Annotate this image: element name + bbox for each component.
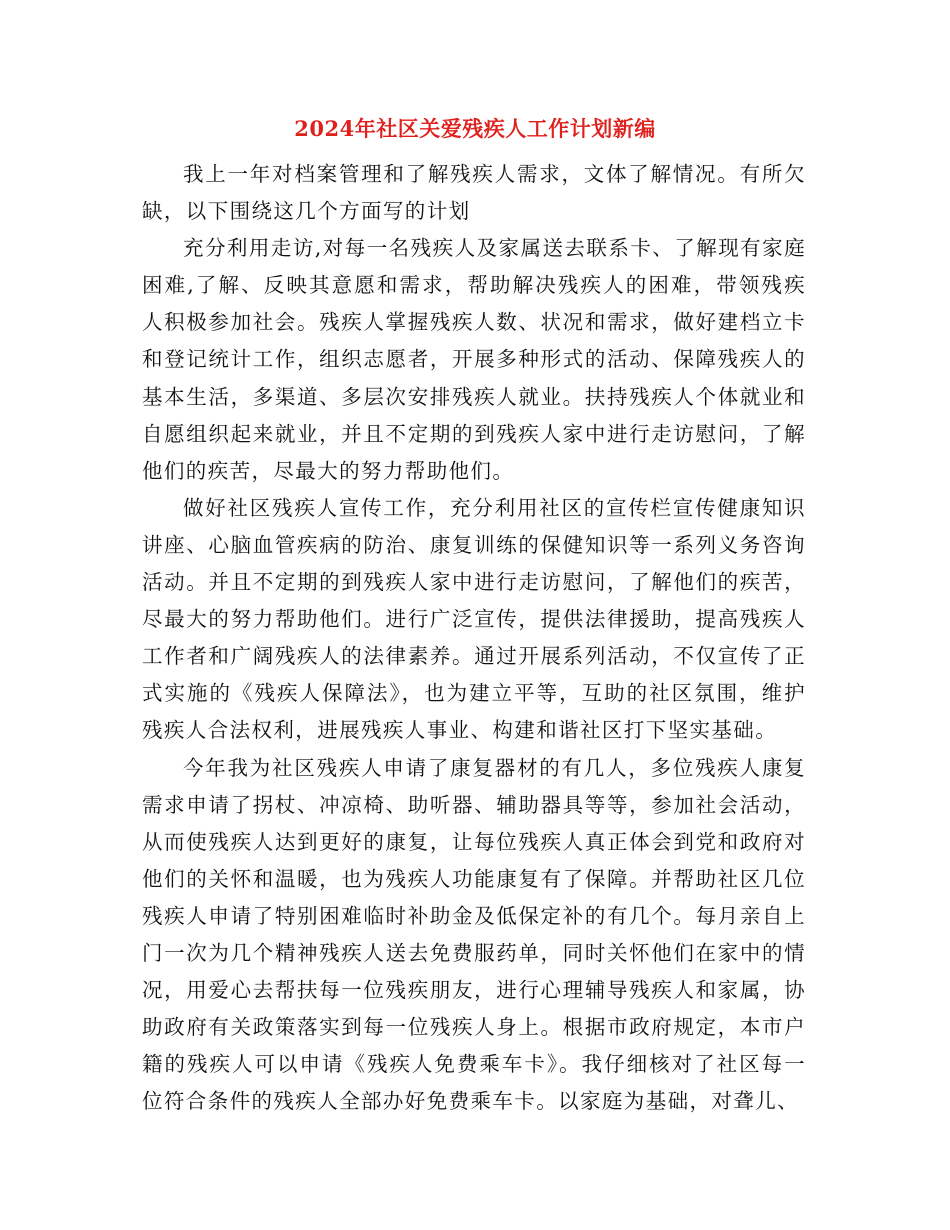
- document-body: [142, 156, 806, 1120]
- paragraph-4: 今年我为社区残疾人申请了康复器材的有几人，多位残疾人康复需求申请了拐杖、冲凉椅、助听器、辅助器具等等，参加社会活动，从而使残疾人达到更好的康复，让每位残疾人真正体会到党和政府对他们的关怀和温暖，也为残疾人功能康复有了保障。并帮助社区几位残疾人申请了特别困难临时补助金及低保定补的有几个。每月亲自上门一次为几个精神残疾人送去免费服药单，同时关怀他们在家中的情况，用爱心去帮扶每一位残疾朋友，进行心理辅导残疾人和家属，协助政府有关政策落实到每一位残疾人身上。根据市政府规定，本市户籍的残疾人可以申请《残疾人免费乘车卡》。我仔细核对了社区每一位符合条件的残疾人全部办好免费乘车卡。以家庭为基础，对聋儿、: [142, 755, 806, 1114]
- paragraph-3: 做好社区残疾人宣传工作，充分利用社区的宣传栏宣传健康知识讲座、心脑血管疾病的防治、康复训练的保健知识等一系列义务咨询活动。并且不定期的到残疾人家中进行走访慰问，了解他们的疾苦，尽最大的努力帮助他们。进行广泛宣传，提供法律援助，提高残疾人工作者和广阔残疾人的法律素养。通过开展系列活动，不仅宣传了正式实施的《残疾人保障法》，也为建立平等，互助的社区氛围，维护残疾人合法权利，进展残疾人事业、构建和谐社区打下坚实基础。: [142, 495, 806, 743]
- paragraph-1: 我上一年对档案管理和了解残疾人需求，文体了解情况。有所欠缺，以下围绕这几个方面写的计划: [142, 162, 806, 224]
- document-title: 2024年社区关爱残疾人工作计划新编: [294, 116, 656, 141]
- paragraph-2: 充分利用走访,对每一名残疾人及家属送去联系卡、了解现有家庭困难,了解、反映其意愿和需求，帮助解决残疾人的困难，带领残疾人积极参加社会。残疾人掌握残疾人数、状况和需求，做好建档立卡和登记统计工作，组织志愿者，开展多种形式的活动、保障残疾人的基本生活，多渠道、多层次安排残疾人就业。扶持残疾人个体就业和自愿组织起来就业，并且不定期的到残疾人家中进行走访慰问，了解他们的疾苦，尽最大的努力帮助他们。: [142, 236, 806, 483]
